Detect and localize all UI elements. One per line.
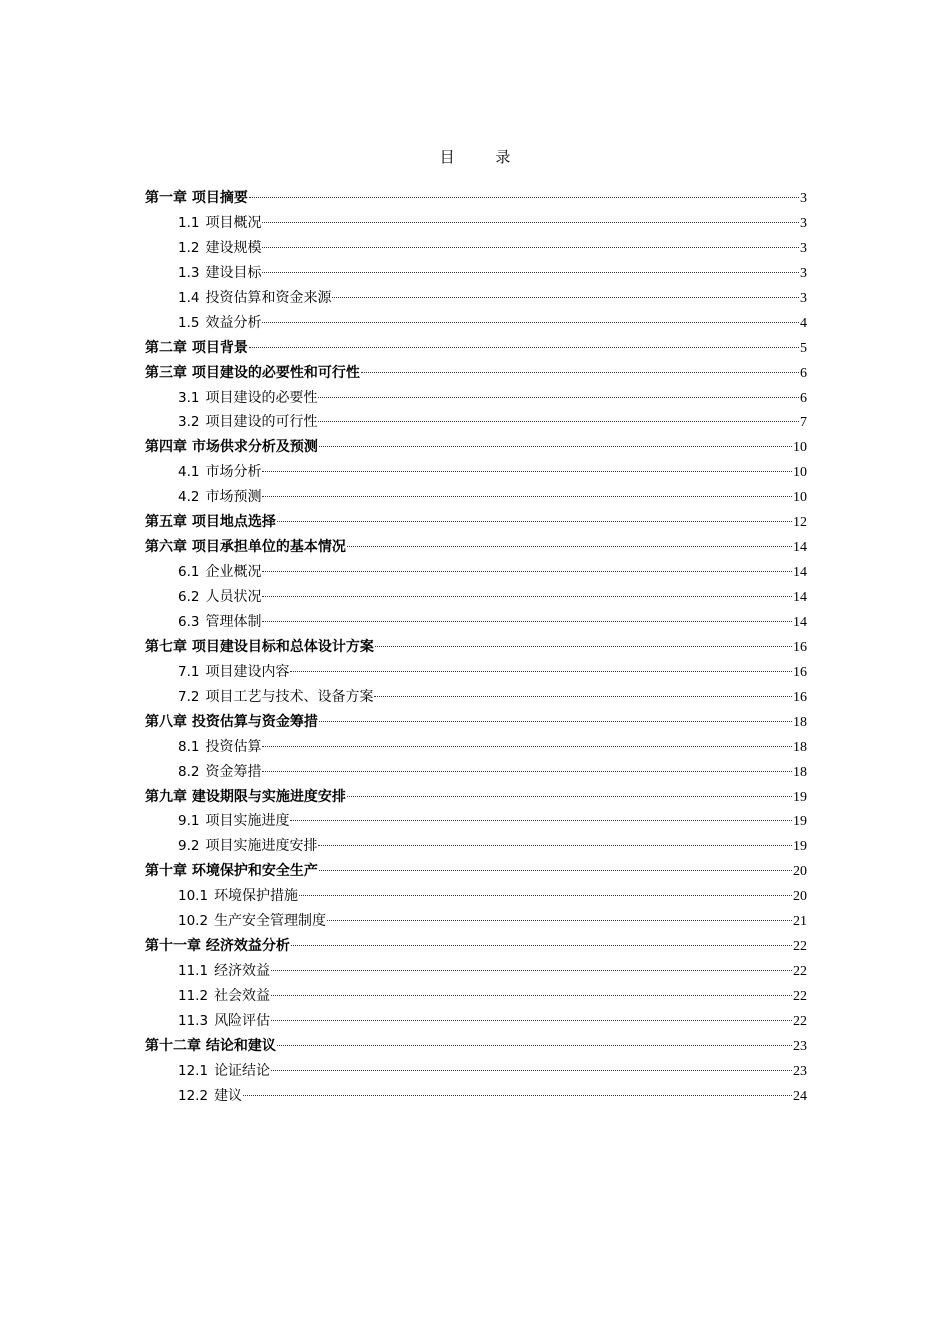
dot-leader — [249, 197, 799, 198]
toc-entry-number: 4.2 — [178, 489, 200, 506]
toc-chapter-entry[interactable] — [145, 785, 807, 810]
toc-entry-label: 项目工艺与技术、设备方案 — [205, 688, 374, 705]
toc-section-entry[interactable] — [145, 809, 807, 834]
toc-entry-page-number: 23 — [793, 1063, 807, 1079]
toc-entry-label: 建设目标 — [205, 264, 262, 281]
toc-entry-page-number: 6 — [800, 365, 807, 381]
dot-leader — [262, 247, 799, 248]
toc-entry-number: 1.4 — [178, 289, 200, 306]
toc-entry-page-number: 19 — [793, 839, 807, 855]
dot-leader — [290, 671, 792, 672]
toc-entry-page-number: 18 — [793, 714, 807, 730]
dot-leader — [290, 820, 792, 821]
toc-entry-page-number: 22 — [793, 989, 807, 1004]
dot-leader — [319, 870, 792, 871]
toc-entry-label: 市场预测 — [205, 489, 262, 506]
dot-leader — [262, 746, 792, 747]
toc-entry-label: 项目实施进度安排 — [205, 838, 318, 855]
toc-entry-page-number: 21 — [793, 914, 807, 930]
toc-entry-page-number: 22 — [793, 1013, 807, 1029]
toc-entry-page-number: 14 — [793, 614, 807, 630]
toc-entry-page-number: 16 — [793, 689, 807, 705]
toc-entry-page-number: 14 — [793, 540, 807, 556]
toc-chapter-entry[interactable] — [145, 635, 807, 660]
toc-section-entry[interactable] — [145, 211, 807, 236]
toc-entry-page-number: 12 — [793, 515, 807, 531]
toc-section-entry[interactable] — [145, 311, 807, 336]
toc-entry-page-number: 16 — [793, 664, 807, 680]
toc-entry-page-number: 3 — [800, 290, 807, 306]
toc-entry-number: 8.2 — [178, 763, 200, 780]
toc-entry-page-number: 3 — [800, 191, 807, 206]
toc-entry-number: 12.1 — [178, 1062, 209, 1079]
toc-entry-number: 6.1 — [178, 564, 200, 581]
dot-leader — [374, 696, 792, 697]
toc-section-entry[interactable] — [145, 386, 807, 411]
toc-entry-label: 项目建设的必要性 — [205, 389, 318, 406]
dot-leader — [262, 496, 792, 497]
dot-leader — [262, 771, 792, 772]
toc-entry-label: 环境保护措施 — [214, 888, 299, 905]
toc-entry-page-number: 3 — [800, 265, 807, 281]
toc-entry-label: 第四章 市场供求分析及预测 — [145, 439, 318, 456]
toc-entry-number: 9.2 — [178, 838, 200, 855]
toc-section-entry[interactable] — [145, 286, 807, 311]
toc-entry-label: 项目实施进度 — [205, 813, 290, 830]
toc-entry-label: 市场分析 — [205, 464, 262, 481]
toc-entry-page-number: 3 — [800, 215, 807, 231]
toc-entry-number: 12.2 — [178, 1087, 209, 1104]
toc-entry-page-number: 10 — [793, 465, 807, 481]
toc-section-entry[interactable] — [145, 660, 807, 685]
toc-chapter-entry[interactable] — [145, 535, 807, 560]
toc-section-entry[interactable] — [145, 410, 807, 435]
toc-title: 目 录 — [439, 148, 529, 166]
toc-entry-label: 项目建设的可行性 — [205, 414, 318, 431]
toc-entry-number: 4.1 — [178, 464, 200, 481]
toc-entry-label: 第七章 项目建设目标和总体设计方案 — [145, 638, 374, 655]
dot-leader — [271, 995, 792, 996]
dot-leader — [262, 322, 799, 323]
toc-entry-label: 资金筹措 — [205, 763, 262, 780]
toc-chapter-entry[interactable] — [145, 859, 807, 884]
toc-section-entry[interactable] — [145, 760, 807, 785]
dot-leader — [271, 1070, 792, 1071]
toc-entry-label: 第一章 项目摘要 — [145, 190, 248, 206]
toc-entry-label: 项目建设内容 — [205, 663, 290, 680]
toc-section-entry[interactable] — [145, 984, 807, 1009]
toc-entry-page-number: 5 — [800, 340, 807, 356]
toc-chapter-entry[interactable] — [145, 361, 807, 386]
toc-section-entry[interactable] — [145, 1084, 807, 1109]
toc-entry-number: 6.3 — [178, 613, 200, 630]
toc-entry-label: 第九章 建设期限与实施进度安排 — [145, 788, 346, 805]
dot-leader — [277, 521, 792, 522]
toc-entry-page-number: 22 — [793, 964, 807, 980]
toc-section-entry[interactable] — [145, 460, 807, 485]
toc-entry-label: 第五章 项目地点选择 — [145, 514, 276, 531]
dot-leader — [327, 920, 792, 921]
toc-entry-label: 第三章 项目建设的必要性和可行性 — [145, 364, 360, 381]
toc-chapter-entry[interactable] — [145, 510, 807, 535]
toc-entry-label: 第十一章 经济效益分析 — [145, 938, 290, 955]
toc-entry-page-number: 3 — [800, 240, 807, 256]
dot-leader — [318, 397, 799, 398]
toc-entry-page-number: 16 — [793, 639, 807, 655]
toc-chapter-entry[interactable] — [145, 186, 807, 211]
dot-leader — [262, 272, 799, 273]
toc-entry-label: 人员状况 — [205, 589, 262, 605]
toc-entry-number: 1.3 — [178, 264, 200, 281]
toc-entry-number: 9.1 — [178, 813, 200, 830]
dot-leader — [243, 1095, 792, 1096]
toc-section-entry[interactable] — [145, 834, 807, 859]
toc-entry-label: 经济效益 — [214, 963, 271, 980]
toc-entry-label: 第八章 投资估算与资金筹措 — [145, 713, 318, 730]
toc-entry-number: 3.1 — [178, 389, 200, 406]
toc-entry-page-number: 10 — [793, 440, 807, 456]
toc-section-entry[interactable] — [145, 560, 807, 585]
toc-section-entry[interactable] — [145, 909, 807, 934]
toc-entry-number: 7.2 — [178, 688, 200, 705]
toc-entry-label: 管理体制 — [205, 613, 262, 630]
toc-entry-label: 效益分析 — [205, 314, 262, 331]
toc-entry-label: 第二章 项目背景 — [145, 339, 248, 356]
dot-leader — [319, 721, 792, 722]
toc-entry-number: 11.2 — [178, 988, 209, 1004]
toc-chapter-entry[interactable] — [145, 435, 807, 460]
toc-entry-label: 建设规模 — [205, 239, 262, 256]
toc-section-entry[interactable] — [145, 685, 807, 710]
toc-entry-label: 项目概况 — [205, 214, 262, 231]
dot-leader — [271, 970, 792, 971]
toc-entry-label: 社会效益 — [214, 988, 271, 1004]
table-of-contents — [145, 186, 807, 1109]
toc-section-entry[interactable] — [145, 610, 807, 635]
toc-entry-label: 建议 — [214, 1087, 243, 1104]
toc-entry-number: 11.1 — [178, 963, 209, 980]
toc-section-entry[interactable] — [145, 1009, 807, 1034]
dot-leader — [262, 571, 792, 572]
dot-leader — [319, 446, 792, 447]
toc-entry-page-number: 4 — [800, 315, 807, 331]
dot-leader — [262, 621, 792, 622]
toc-entry-label: 第十二章 结论和建议 — [145, 1037, 276, 1054]
toc-entry-label: 论证结论 — [214, 1062, 271, 1079]
dot-leader — [249, 347, 799, 348]
toc-section-entry[interactable] — [145, 959, 807, 984]
toc-entry-page-number: 20 — [793, 889, 807, 905]
toc-entry-label: 第十章 环境保护和安全生产 — [145, 863, 318, 880]
toc-section-entry[interactable] — [145, 485, 807, 510]
toc-entry-page-number: 19 — [793, 789, 807, 805]
toc-section-entry[interactable] — [145, 261, 807, 286]
dot-leader — [271, 1020, 792, 1021]
toc-entry-number: 1.1 — [178, 214, 200, 231]
toc-section-entry[interactable] — [145, 735, 807, 760]
toc-entry-number: 10.2 — [178, 913, 209, 930]
toc-entry-label: 投资估算和资金来源 — [205, 289, 332, 306]
dot-leader — [262, 222, 799, 223]
toc-entry-number: 8.1 — [178, 738, 200, 755]
dot-leader — [291, 945, 792, 946]
toc-entry-number: 7.1 — [178, 663, 200, 680]
toc-entry-page-number: 22 — [793, 939, 807, 955]
toc-chapter-entry[interactable] — [145, 1034, 807, 1059]
toc-entry-page-number: 10 — [793, 490, 807, 506]
dot-leader — [332, 297, 799, 298]
toc-entry-label: 生产安全管理制度 — [214, 913, 327, 930]
toc-entry-page-number: 6 — [800, 390, 807, 406]
dot-leader — [318, 421, 799, 422]
toc-entry-number: 11.3 — [178, 1012, 209, 1029]
dot-leader — [375, 646, 792, 647]
toc-chapter-entry[interactable] — [145, 710, 807, 735]
toc-section-entry[interactable] — [145, 884, 807, 909]
toc-entry-page-number: 23 — [793, 1038, 807, 1054]
dot-leader — [347, 796, 792, 797]
toc-chapter-entry[interactable] — [145, 934, 807, 959]
dot-leader — [277, 1045, 792, 1046]
dot-leader — [262, 596, 792, 597]
toc-entry-label: 投资估算 — [205, 738, 262, 755]
dot-leader — [299, 895, 792, 896]
toc-chapter-entry[interactable] — [145, 336, 807, 361]
toc-entry-number: 3.2 — [178, 414, 200, 431]
toc-entry-label: 企业概况 — [205, 564, 262, 581]
dot-leader — [318, 845, 792, 846]
toc-entry-number: 6.2 — [178, 589, 200, 605]
toc-entry-number: 10.1 — [178, 888, 209, 905]
toc-entry-page-number: 19 — [793, 814, 807, 830]
toc-entry-page-number: 24 — [793, 1088, 807, 1104]
dot-leader — [361, 372, 799, 373]
toc-entry-number: 1.5 — [178, 314, 200, 331]
toc-entry-label: 第六章 项目承担单位的基本情况 — [145, 539, 346, 556]
toc-section-entry[interactable] — [145, 236, 807, 261]
toc-entry-page-number: 18 — [793, 764, 807, 780]
toc-entry-page-number: 14 — [793, 565, 807, 581]
toc-section-entry[interactable] — [145, 1059, 807, 1084]
dot-leader — [262, 471, 792, 472]
toc-entry-page-number: 18 — [793, 739, 807, 755]
toc-entry-number: 1.2 — [178, 239, 200, 256]
toc-entry-label: 风险评估 — [214, 1012, 271, 1029]
toc-section-entry[interactable] — [145, 585, 807, 610]
toc-entry-page-number: 20 — [793, 864, 807, 880]
toc-entry-page-number: 14 — [793, 590, 807, 605]
dot-leader — [347, 546, 792, 547]
toc-entry-page-number: 7 — [800, 415, 807, 431]
